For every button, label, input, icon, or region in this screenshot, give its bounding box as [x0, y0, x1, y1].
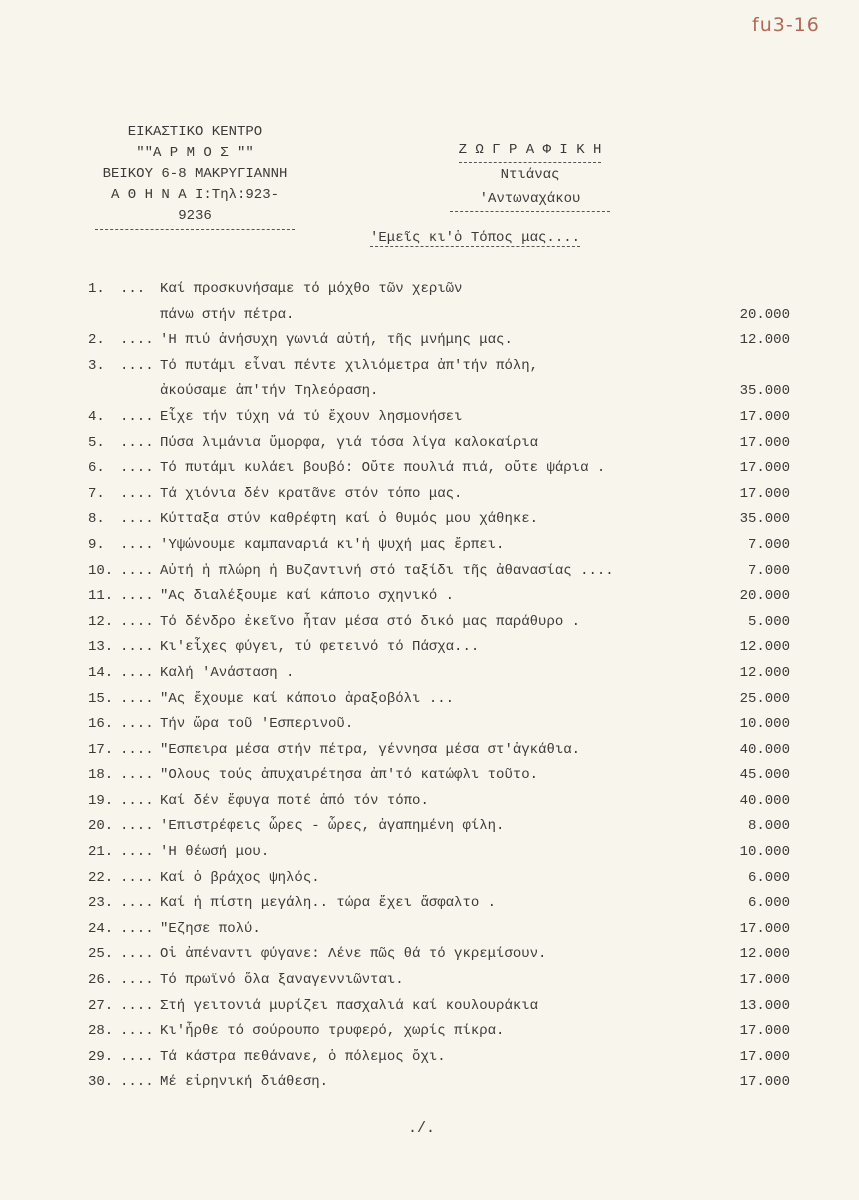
- item-price: 45.000: [739, 767, 790, 784]
- item-title-continued: πάνω στήν πέτρα.: [160, 306, 295, 323]
- item-leader-dots: ....: [120, 332, 154, 349]
- item-leader-dots: ...: [120, 281, 146, 297]
- item-number: 22.: [88, 869, 114, 886]
- archive-mark: fu3-16: [752, 14, 820, 36]
- item-number: 29.: [88, 1048, 114, 1065]
- item-number: 28.: [88, 1023, 114, 1040]
- item-leader-dots: ....: [120, 434, 154, 451]
- item-leader-dots: ....: [120, 869, 154, 886]
- artwork-item: [88, 789, 790, 815]
- item-leader-dots: ....: [120, 818, 154, 835]
- artwork-item: [88, 328, 790, 354]
- item-number: 23.: [88, 895, 114, 912]
- artwork-item: [88, 635, 790, 661]
- item-number: 14.: [88, 664, 114, 681]
- item-title: Οἱ ἀπέναντι φύγανε: Λένε πῶς θά τό γκρεμίσουν.: [160, 946, 547, 963]
- item-title: Τό πυτάμι εἶναι πέντε χιλιόμετρα ἀπ'τήν πόλη,: [160, 357, 539, 374]
- item-number: 24.: [88, 920, 114, 937]
- item-leader-dots: ....: [120, 639, 154, 656]
- item-price: 7.000: [747, 562, 790, 579]
- item-number: 11.: [88, 588, 114, 605]
- item-title: Καλή 'Ανάσταση .: [160, 664, 295, 681]
- item-price: 35.000: [739, 383, 790, 400]
- item-price: 17.000: [739, 1048, 790, 1065]
- item-leader-dots: ....: [120, 408, 154, 425]
- org-line: ΒΕΙΚΟΥ 6-8 ΜΑΚΡΥΓΙΑΝΝΗ: [102, 166, 288, 182]
- item-title: Κι'εἶχες φύγει, τύ φετεινό τό Πάσχα...: [160, 639, 480, 656]
- item-number: 27.: [88, 997, 114, 1014]
- item-title: "Εζησε πολύ.: [160, 920, 261, 937]
- item-price: 17.000: [739, 920, 790, 937]
- item-number: 20.: [88, 818, 114, 835]
- item-leader-dots: ....: [120, 664, 154, 681]
- artwork-item: [88, 840, 790, 866]
- item-leader-dots: ....: [120, 792, 154, 809]
- item-price: 17.000: [739, 485, 790, 502]
- document-title: Ζ Ω Γ Ρ Α Φ Ι Κ Η: [459, 138, 602, 163]
- org-line: ΕΙΚΑΣΤΙΚΟ ΚΕΝΤΡΟ: [127, 124, 263, 140]
- item-title: 'Η θέωσή μου.: [160, 844, 270, 861]
- item-number: 7.: [88, 485, 105, 502]
- item-leader-dots: ....: [120, 1048, 154, 1065]
- item-leader-dots: ....: [120, 460, 154, 477]
- item-title: "Ας διαλέξουμε καί κάποιο σχηνικό .: [160, 588, 455, 605]
- artist-name: Ντιάνας 'Αντωναχάκου: [450, 163, 610, 212]
- item-price: 25.000: [739, 690, 790, 707]
- item-number: 17.: [88, 741, 114, 758]
- item-price: 40.000: [739, 741, 790, 758]
- artwork-item: [88, 1070, 790, 1096]
- item-price: 8.000: [747, 818, 790, 835]
- item-price: 20.000: [739, 588, 790, 605]
- item-title: Αὐτή ἡ πλώρη ἡ Βυζαντινή στό ταξίδι τῆς ἀθανασίας ....: [160, 562, 614, 579]
- artwork-item: [88, 994, 790, 1020]
- item-number: 10.: [88, 562, 114, 579]
- item-leader-dots: ....: [120, 1074, 154, 1091]
- item-title: Καί δέν ἔφυγα ποτέ ἀπό τόν τόπο.: [160, 792, 429, 809]
- item-price: 17.000: [739, 1074, 790, 1091]
- item-price: 17.000: [739, 434, 790, 451]
- exhibition-title: 'Εμεῖς κι'ὁ Τόπος μας....: [370, 230, 581, 246]
- item-leader-dots: ....: [120, 613, 154, 630]
- item-price: 17.000: [739, 972, 790, 989]
- item-title: Καί ὁ βράχος ψηλός.: [160, 869, 320, 886]
- org-line: Α Θ Η Ν Α Ι:Τηλ:923-9236: [95, 185, 295, 230]
- artwork-item: [88, 431, 790, 457]
- item-leader-dots: ....: [120, 357, 154, 374]
- item-leader-dots: ....: [120, 588, 154, 605]
- item-title: Τό πρωϊνό ὅλα ξαναγεννιῶνται.: [160, 972, 404, 989]
- item-leader-dots: ....: [120, 895, 154, 912]
- item-price: 6.000: [747, 895, 790, 912]
- item-price: 12.000: [739, 332, 790, 349]
- item-price: 6.000: [747, 869, 790, 886]
- item-leader-dots: ....: [120, 1023, 154, 1040]
- item-number: 26.: [88, 972, 114, 989]
- organization-block: [95, 122, 295, 230]
- artwork-item: [88, 559, 790, 585]
- item-title: "Ολους τούς ἀπυχαιρέτησα ἀπ'τό κατώφλι τοῦτο.: [160, 767, 539, 784]
- artwork-item: [88, 763, 790, 789]
- item-title: Τήν ὥρα τοῦ 'Εσπερινοῦ.: [160, 716, 354, 733]
- item-price: 10.000: [739, 716, 790, 733]
- item-number: 18.: [88, 767, 114, 784]
- item-title: Καί ἡ πίστη μεγάλη.. τώρα ἔχει ἄσφαλτο .: [160, 895, 497, 912]
- item-leader-dots: ....: [120, 946, 154, 963]
- item-title: Κι'ἦρθε τό σούρουπο τρυφερό, χωρίς πίκρα.: [160, 1023, 505, 1040]
- item-number: 5.: [88, 434, 105, 451]
- item-title: 'Επιστρέφεις ὧρες - ὧρες, ἀγαπημένη φίλη.: [160, 818, 505, 835]
- item-price: 35.000: [739, 511, 790, 528]
- item-title: Μέ εἰρηνική διάθεση.: [160, 1074, 329, 1091]
- artwork-item: [88, 354, 790, 380]
- item-price: 20.000: [739, 306, 790, 323]
- artwork-item: [88, 942, 790, 968]
- item-title: "Ας ἔχουμε καί κάποιο ἀραξοβόλι ...: [160, 690, 455, 707]
- item-title: Πύσα λιμάνια ὕμορφα, γιά τόσα λίγα καλοκαίρια: [160, 434, 539, 451]
- item-leader-dots: ....: [120, 767, 154, 784]
- item-title-continued: ἀκούσαμε ἀπ'τήν Τηλεόραση.: [160, 383, 379, 400]
- item-title: Τά κάστρα πεθάνανε, ὁ πόλεμος ὄχι.: [160, 1048, 446, 1065]
- item-number: 2.: [88, 332, 105, 349]
- artwork-item: [88, 405, 790, 431]
- item-title: Τό δένδρο ἐκεῖνο ἦταν μέσα στό δικό μας παράθυρο .: [160, 613, 581, 630]
- org-line: ""Α Ρ Μ Ο Σ "": [136, 145, 254, 161]
- artwork-item-continuation: [88, 379, 790, 405]
- item-leader-dots: ....: [120, 844, 154, 861]
- item-price: 12.000: [739, 664, 790, 681]
- item-leader-dots: ....: [120, 997, 154, 1014]
- artwork-item-continuation: [88, 303, 790, 329]
- item-price: 5.000: [747, 613, 790, 630]
- exhibition-title-block: [370, 230, 580, 246]
- item-price: 12.000: [739, 639, 790, 656]
- artwork-item: [88, 712, 790, 738]
- artwork-item: [88, 610, 790, 636]
- artwork-item: [88, 533, 790, 559]
- item-leader-dots: ....: [120, 920, 154, 937]
- artwork-item: [88, 891, 790, 917]
- item-price: 40.000: [739, 792, 790, 809]
- item-number: 12.: [88, 613, 114, 630]
- item-number: 13.: [88, 639, 114, 656]
- item-title: Τό πυτάμι κυλάει βουβό: Οὔτε πουλιά πιά, οὔτε ψάρια .: [160, 460, 606, 477]
- item-number: 15.: [88, 690, 114, 707]
- artwork-item: [88, 277, 790, 303]
- page-end-mark: ./.: [408, 1120, 436, 1137]
- artwork-item: [88, 1045, 790, 1071]
- item-leader-dots: ....: [120, 511, 154, 528]
- artwork-item: [88, 584, 790, 610]
- artwork-item: [88, 866, 790, 892]
- item-title: 'Υψώνουμε καμπαναριά κι'ἡ ψυχή μας ἔρπει.: [160, 536, 505, 553]
- artwork-item: [88, 814, 790, 840]
- item-number: 25.: [88, 946, 114, 963]
- item-number: 3.: [88, 357, 105, 374]
- item-title: Στή γειτονιά μυρίζει πασχαλιά καί κουλουράκια: [160, 997, 539, 1014]
- item-leader-dots: ....: [120, 690, 154, 707]
- artwork-item: [88, 456, 790, 482]
- item-price: 13.000: [739, 997, 790, 1014]
- artwork-item: [88, 1019, 790, 1045]
- item-price: 12.000: [739, 946, 790, 963]
- item-leader-dots: ....: [120, 485, 154, 502]
- item-price: 10.000: [739, 844, 790, 861]
- item-leader-dots: ....: [120, 741, 154, 758]
- item-title: Καί προσκυνήσαμε τό μόχθο τῶν χεριῶν: [160, 281, 463, 297]
- item-number: 30.: [88, 1074, 114, 1091]
- artwork-list: [88, 277, 790, 1096]
- artwork-item: [88, 917, 790, 943]
- item-number: 19.: [88, 792, 114, 809]
- item-number: 21.: [88, 844, 114, 861]
- item-leader-dots: ....: [120, 972, 154, 989]
- item-number: 16.: [88, 716, 114, 733]
- item-price: 17.000: [739, 408, 790, 425]
- item-number: 6.: [88, 460, 105, 477]
- item-title: Εἶχε τήν τύχη νά τύ ἔχουν λησμονήσει: [160, 408, 463, 425]
- item-leader-dots: ....: [120, 536, 154, 553]
- item-price: 17.000: [739, 460, 790, 477]
- item-number: 9.: [88, 536, 105, 553]
- item-title: "Εσπειρα μέσα στήν πέτρα, γέννησα μέσα στ'ἀγκάθια.: [160, 741, 581, 758]
- artwork-item: [88, 482, 790, 508]
- item-title: Τά χιόνια δέν κρατᾶνε στόν τόπο μας.: [160, 485, 463, 502]
- artwork-item: [88, 507, 790, 533]
- artwork-item: [88, 661, 790, 687]
- item-title: Κύτταξα στύν καθρέφτη καί ὁ θυμός μου χάθηκε.: [160, 511, 539, 528]
- item-number: 8.: [88, 511, 105, 528]
- item-title: 'Η πιύ ἀνήσυχη γωνιά αὐτή, τῆς μνήμης μας.: [160, 332, 513, 349]
- item-number: 1.: [88, 281, 105, 297]
- title-block: [450, 138, 610, 212]
- item-number: 4.: [88, 408, 105, 425]
- item-price: 7.000: [747, 536, 790, 553]
- artwork-item: [88, 738, 790, 764]
- artwork-item: [88, 968, 790, 994]
- item-leader-dots: ....: [120, 716, 154, 733]
- item-price: 17.000: [739, 1023, 790, 1040]
- item-leader-dots: ....: [120, 562, 154, 579]
- artwork-item: [88, 687, 790, 713]
